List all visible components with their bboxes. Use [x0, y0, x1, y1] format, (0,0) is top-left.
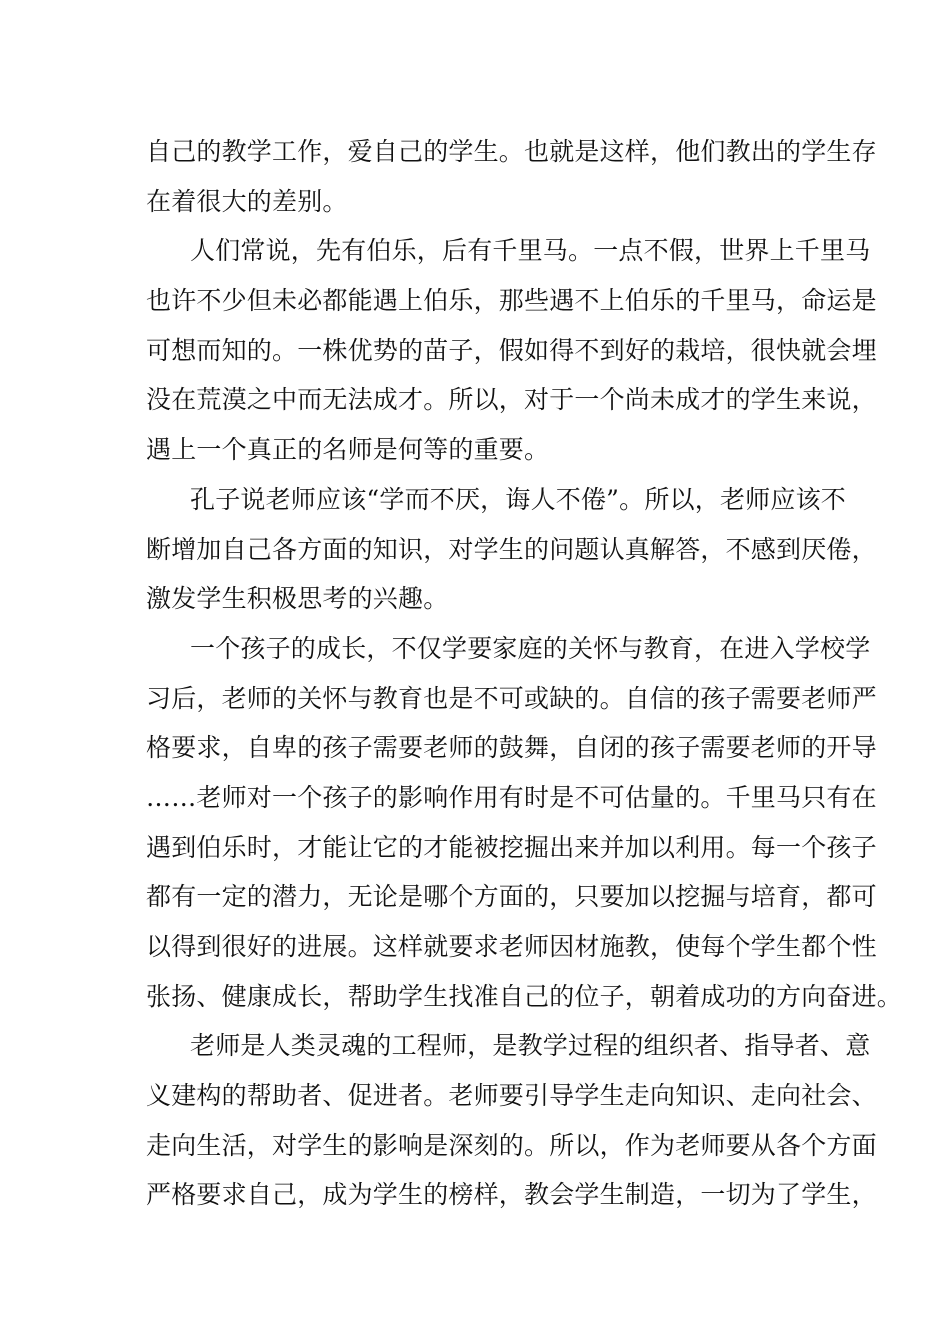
text-line: 张扬、健康成长，帮助学生找准自己的位子，朝着成功的方向奋进。: [146, 981, 903, 1011]
text-line: 习后，老师的关怀与教育也是不可或缺的。自信的孩子需要老师严: [146, 683, 877, 713]
text-line: 没在荒漠之中而无法成才。所以，对于一个尚未成才的学生来说，: [146, 385, 877, 415]
paragraph-5: [146, 1021, 877, 1220]
text-line: 遇到伯乐时，才能让它的才能被挖掘出来并加以利用。每一个孩子: [146, 832, 877, 862]
text-line: 自己的教学工作，爱自己的学生。也就是这样，他们教出的学生存: [146, 137, 877, 166]
text-line: 老师是人类灵魂的工程师，是教学过程的组织者、指导者、意: [190, 1031, 871, 1061]
text-line: 严格要求自己，成为学生的榜样，教会学生制造，一切为了学生，: [146, 1180, 877, 1210]
text-line: 激发学生积极思考的兴趣。: [146, 584, 449, 614]
text-line: 断增加自己各方面的知识，对学生的问题认真解答，不感到厌倦，: [146, 534, 877, 564]
text-line: 都有一定的潜力，无论是哪个方面的，只要加以挖掘与培育，都可: [146, 882, 877, 912]
text-line: 以得到很好的进展。这样就要求老师因材施教，使每个学生都个性: [146, 932, 877, 961]
text-line: 可想而知的。一株优势的苗子，假如得不到好的栽培，很快就会埋: [146, 335, 877, 365]
text-line: 遇上一个真正的名师是何等的重要。: [146, 435, 550, 465]
text-line: 走向生活，对学生的影响是深刻的。所以，作为老师要从各个方面: [146, 1130, 877, 1160]
text-line: 义建构的帮助者、促进者。老师要引导学生走向知识、走向社会、: [146, 1081, 877, 1111]
text-line: 在着很大的差别。: [146, 186, 348, 216]
text-line: 人们常说，先有伯乐，后有千里马。一点不假，世界上千里马: [190, 236, 871, 266]
paragraph-1: [146, 127, 877, 226]
text-line: 格要求，自卑的孩子需要老师的鼓舞，自闭的孩子需要老师的开导: [146, 733, 877, 763]
paragraph-3: [146, 475, 877, 624]
text-line: 也许不少但未必都能遇上伯乐，那些遇不上伯乐的千里马，命运是: [146, 286, 877, 316]
paragraph-4: [146, 624, 903, 1022]
text-line: ……老师对一个孩子的影响作用有时是不可估量的。千里马只有在: [146, 782, 877, 812]
document-body: [146, 127, 903, 1220]
paragraph-2: [146, 226, 877, 474]
text-line: 孔子说老师应该“学而不厌，诲人不倦”。所以，老师应该不: [190, 484, 846, 514]
text-line: 一个孩子的成长，不仅学要家庭的关怀与教育，在进入学校学: [190, 633, 871, 663]
